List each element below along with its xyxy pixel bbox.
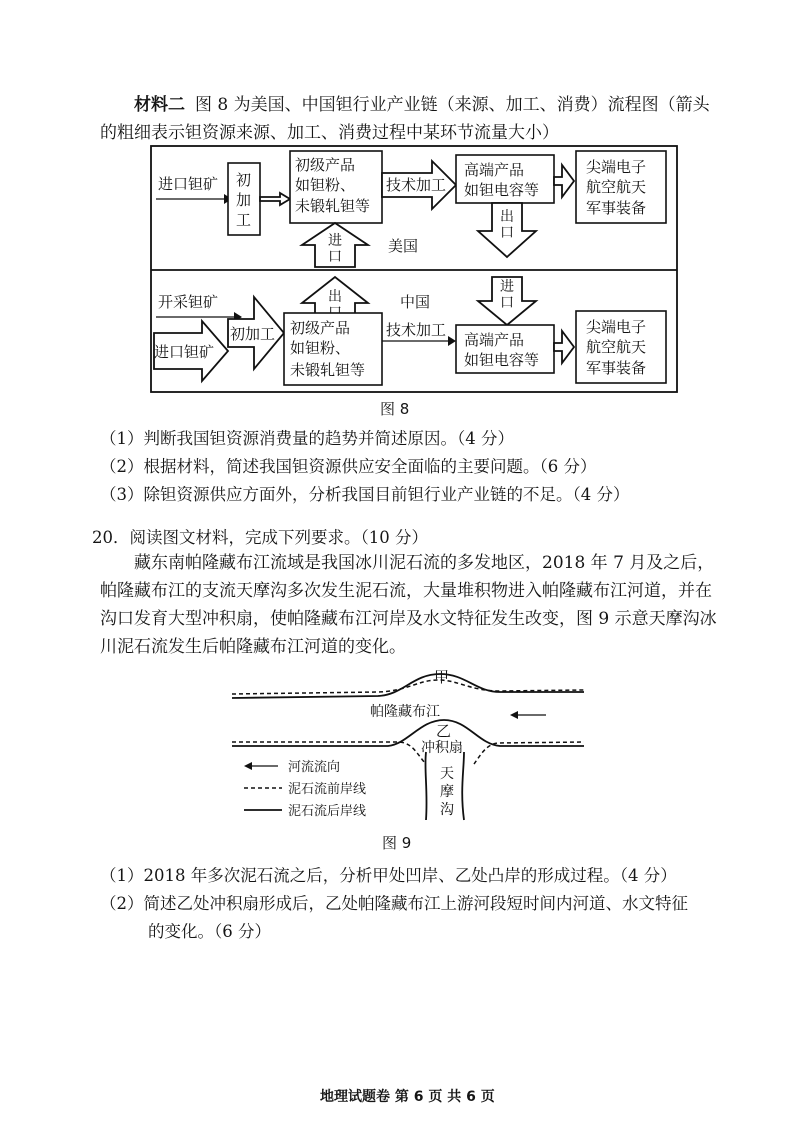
figure-8-flowchart: [150, 145, 678, 395]
cn-primary-line1: 初级产品: [290, 319, 351, 337]
legend-post-bank-label: 泥石流后岸线: [288, 804, 367, 819]
us-highend-line1: 高端产品: [464, 161, 525, 179]
tributary-char-1: 天: [440, 766, 454, 782]
cn-final-line2: 航空航天: [586, 338, 647, 356]
q20-item-1: （1）2018 年多次泥石流之后，分析甲处凹岸、乙处凸岸的形成过程。（4 分）: [100, 866, 677, 885]
q19-item-2: （2）根据材料，简述我国钽资源供应安全面临的主要问题。（6 分）: [100, 457, 597, 476]
material-two-line1: [134, 94, 710, 116]
us-import-char-2: 口: [328, 249, 342, 265]
us-source-label: 进口钽矿: [158, 175, 219, 193]
q20-para-line4: 川泥石流发生后帕隆藏布江河道的变化。: [100, 637, 406, 657]
material-two-label: 材料二: [134, 95, 185, 115]
q20-item-2-line2: 的变化。（6 分）: [148, 922, 271, 941]
material-two-text1: 图 8 为美国、中国钽行业产业链（来源、加工、消费）流程图（箭头: [195, 95, 710, 115]
us-primary-line3: 未锻轧钽等: [295, 197, 371, 215]
q20-para-line3: 沟口发育大型冲积扇，使帕隆藏布江河岸及水文特征发生改变，图 9 示意天摩沟冰: [100, 609, 717, 629]
legend-pre-bank-label: 泥石流前岸线: [288, 782, 367, 797]
us-final-line1: 尖端电子: [586, 158, 647, 176]
cn-import-char-1: 进: [500, 279, 514, 295]
figure-9-caption: 图 9: [382, 834, 412, 852]
jia-label: 甲: [434, 668, 450, 686]
q20-para-line2: 帕隆藏布江的支流天摩沟多次发生泥石流，大量堆积物进入帕隆藏布江河道，并在: [100, 581, 712, 601]
us-initial-char-2: 加: [236, 191, 252, 209]
alluvial-fan-label: 冲积扇: [421, 740, 463, 756]
q20-para-line1: 藏东南帕隆藏布江流域是我国冰川泥石流的多发地区，2018 年 7 月及之后，: [134, 553, 715, 573]
cn-export-char-1: 出: [328, 289, 342, 305]
river-name-label: 帕隆藏布江: [370, 704, 440, 720]
cn-final-line3: 军事装备: [586, 359, 647, 377]
cn-initial-label: 初加工: [230, 325, 276, 343]
us-primary-line1: 初级产品: [295, 156, 356, 174]
us-highend-line2: 如钽电容等: [464, 181, 540, 199]
us-initial-char-3: 工: [236, 211, 252, 229]
cn-import-ore-label: 进口钽矿: [154, 343, 215, 361]
post-debris-north-bank: [232, 674, 584, 698]
q19-item-1: （1）判断我国钽资源消费量的趋势并简述原因。（4 分）: [100, 429, 514, 448]
tributary-char-2: 摩: [440, 784, 454, 800]
figure-8-caption: 图 8: [380, 400, 410, 418]
tributary-char-3: 沟: [440, 802, 454, 818]
tributary-west-bank: [425, 752, 426, 820]
figure-9-river-map: [228, 660, 588, 828]
us-initial-char-1: 初: [236, 171, 252, 189]
us-country-label: 美国: [388, 237, 419, 255]
us-export-char-1: 出: [500, 209, 514, 225]
us-primary-line2: 如钽粉、: [295, 176, 356, 194]
cn-final-line1: 尖端电子: [586, 318, 647, 336]
page-footer: 地理试题卷 第 6 页 共 6 页: [320, 1089, 495, 1105]
legend-flow-label: 河流流向: [288, 760, 341, 775]
cn-country-label: 中国: [400, 293, 431, 311]
cn-tech-label: 技术加工: [386, 321, 447, 339]
tributary-east-bank: [462, 752, 464, 820]
cn-mine-label: 开采钽矿: [158, 293, 219, 311]
cn-primary-line3: 未锻轧钽等: [290, 361, 366, 379]
cn-primary-line2: 如钽粉、: [290, 339, 351, 357]
us-final-line2: 航空航天: [586, 178, 647, 196]
us-export-char-2: 口: [500, 225, 514, 241]
us-final-line3: 军事装备: [586, 199, 647, 217]
q19-item-3: （3）除钽资源供应方面外，分析我国目前钽行业产业链的不足。（4 分）: [100, 485, 630, 504]
q20-item-2-line1: （2）简述乙处冲积扇形成后，乙处帕隆藏布江上游河段短时间内河道、水文特征: [100, 894, 688, 913]
us-tech-label: 技术加工: [386, 176, 447, 194]
material-two-line2: 的粗细表示钽资源来源、加工、消费过程中某环节流量大小）: [100, 123, 559, 143]
yi-label: 乙: [436, 722, 452, 740]
cn-highend-line1: 高端产品: [464, 331, 525, 349]
us-import-char-1: 进: [328, 233, 342, 249]
q20-header: 20．阅读图文材料，完成下列要求。（10 分）: [92, 528, 428, 547]
cn-import-char-2: 口: [500, 295, 514, 311]
cn-highend-line2: 如钽电容等: [464, 351, 540, 369]
